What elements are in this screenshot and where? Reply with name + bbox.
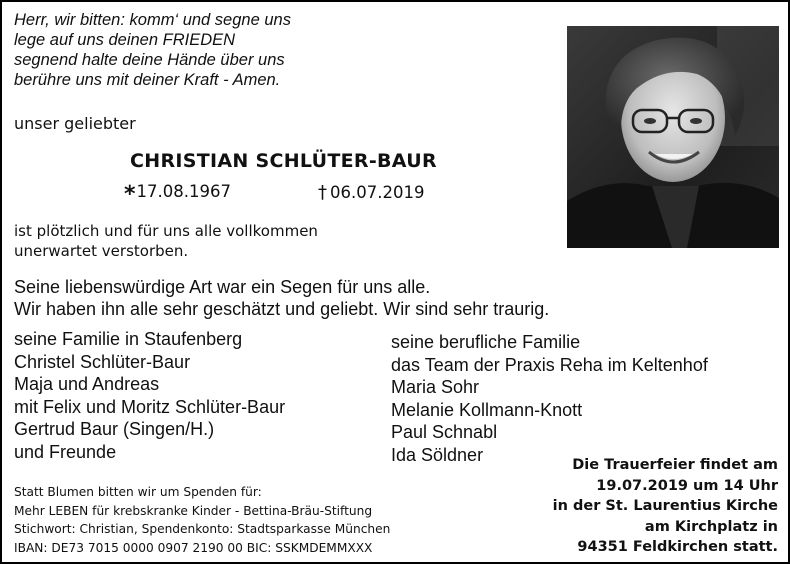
death-date-group [318, 182, 424, 203]
funeral-line: 94351 Feldkirchen statt. [577, 539, 778, 555]
death-cross-icon: † [318, 182, 327, 203]
mourner-line: Christel Schlüter-Baur [14, 351, 191, 372]
poem-line: segnend halte deine Hände über uns [14, 51, 285, 69]
mourner-line: Paul Schnabl [391, 422, 498, 443]
donation-line: Statt Blumen bitten wir um Spenden für: [14, 485, 262, 499]
family-mourners [14, 328, 285, 464]
poem-line: berühre uns mit deiner Kraft - Amen. [14, 71, 281, 89]
mourner-line: Melanie Kollmann-Knott [391, 399, 583, 420]
funeral-line: Die Trauerfeier findet am [572, 457, 778, 473]
work-family-mourners [391, 331, 708, 467]
mourner-line: seine berufliche Familie [391, 332, 581, 352]
death-date: 06.07.2019 [330, 183, 425, 202]
birth-date-group [124, 182, 231, 207]
mourner-line: mit Felix und Moritz Schlüter-Baur [14, 396, 286, 417]
description-line: ist plötzlich und für uns alle vollkommen [14, 222, 318, 240]
portrait-image [567, 26, 779, 248]
donation-line: IBAN: DE73 7015 0000 0907 2190 00 BIC: SSKMDEMMXXX [14, 540, 373, 555]
donation-info [14, 483, 390, 557]
birth-date: 17.08.1967 [136, 182, 231, 201]
donation-line: Mehr LEBEN für krebskranke Kinder - Bettina-Bräu-Stiftung [14, 503, 373, 518]
tribute-line: Seine liebenswürdige Art war ein Segen für uns alle. [14, 277, 431, 297]
intro-text: unser geliebter [14, 114, 136, 133]
deceased-name: CHRISTIAN SCHLÜTER-BAUR [130, 150, 437, 172]
tribute-line: Wir haben ihn alle sehr geschätzt und geliebt. Wir sind sehr traurig. [14, 299, 550, 319]
funeral-line: in der St. Laurentius Kirche [552, 498, 778, 514]
mourner-line: seine Familie in Staufenberg [14, 329, 243, 349]
donation-line: Stichwort: Christian, Spendenkonto: Stadtsparkasse München [14, 522, 391, 537]
death-description [14, 221, 374, 261]
mourner-line: Maria Sohr [391, 377, 480, 398]
prayer-poem [14, 10, 354, 90]
mourner-line: das Team der Praxis Reha im Keltenhof [391, 354, 708, 375]
funeral-line: am Kirchplatz in [644, 518, 778, 535]
poem-line: lege auf uns deinen FRIEDEN [14, 31, 236, 49]
funeral-line: 19.07.2019 um 14 Uhr [596, 477, 778, 494]
mourner-line: Gertrud Baur (Singen/H.) [14, 419, 215, 440]
mourner-line: und Freunde [14, 441, 117, 462]
funeral-info [553, 455, 778, 558]
mourner-line: Maja und Andreas [14, 374, 160, 395]
mourner-line: Ida Söldner [391, 444, 484, 465]
poem-line: Herr, wir bitten: komm‘ und segne uns [14, 11, 291, 29]
description-line: unerwartet verstorben. [14, 242, 189, 260]
portrait-photo [567, 26, 779, 248]
tribute-text [14, 276, 549, 320]
birth-star-icon: * [124, 182, 136, 207]
